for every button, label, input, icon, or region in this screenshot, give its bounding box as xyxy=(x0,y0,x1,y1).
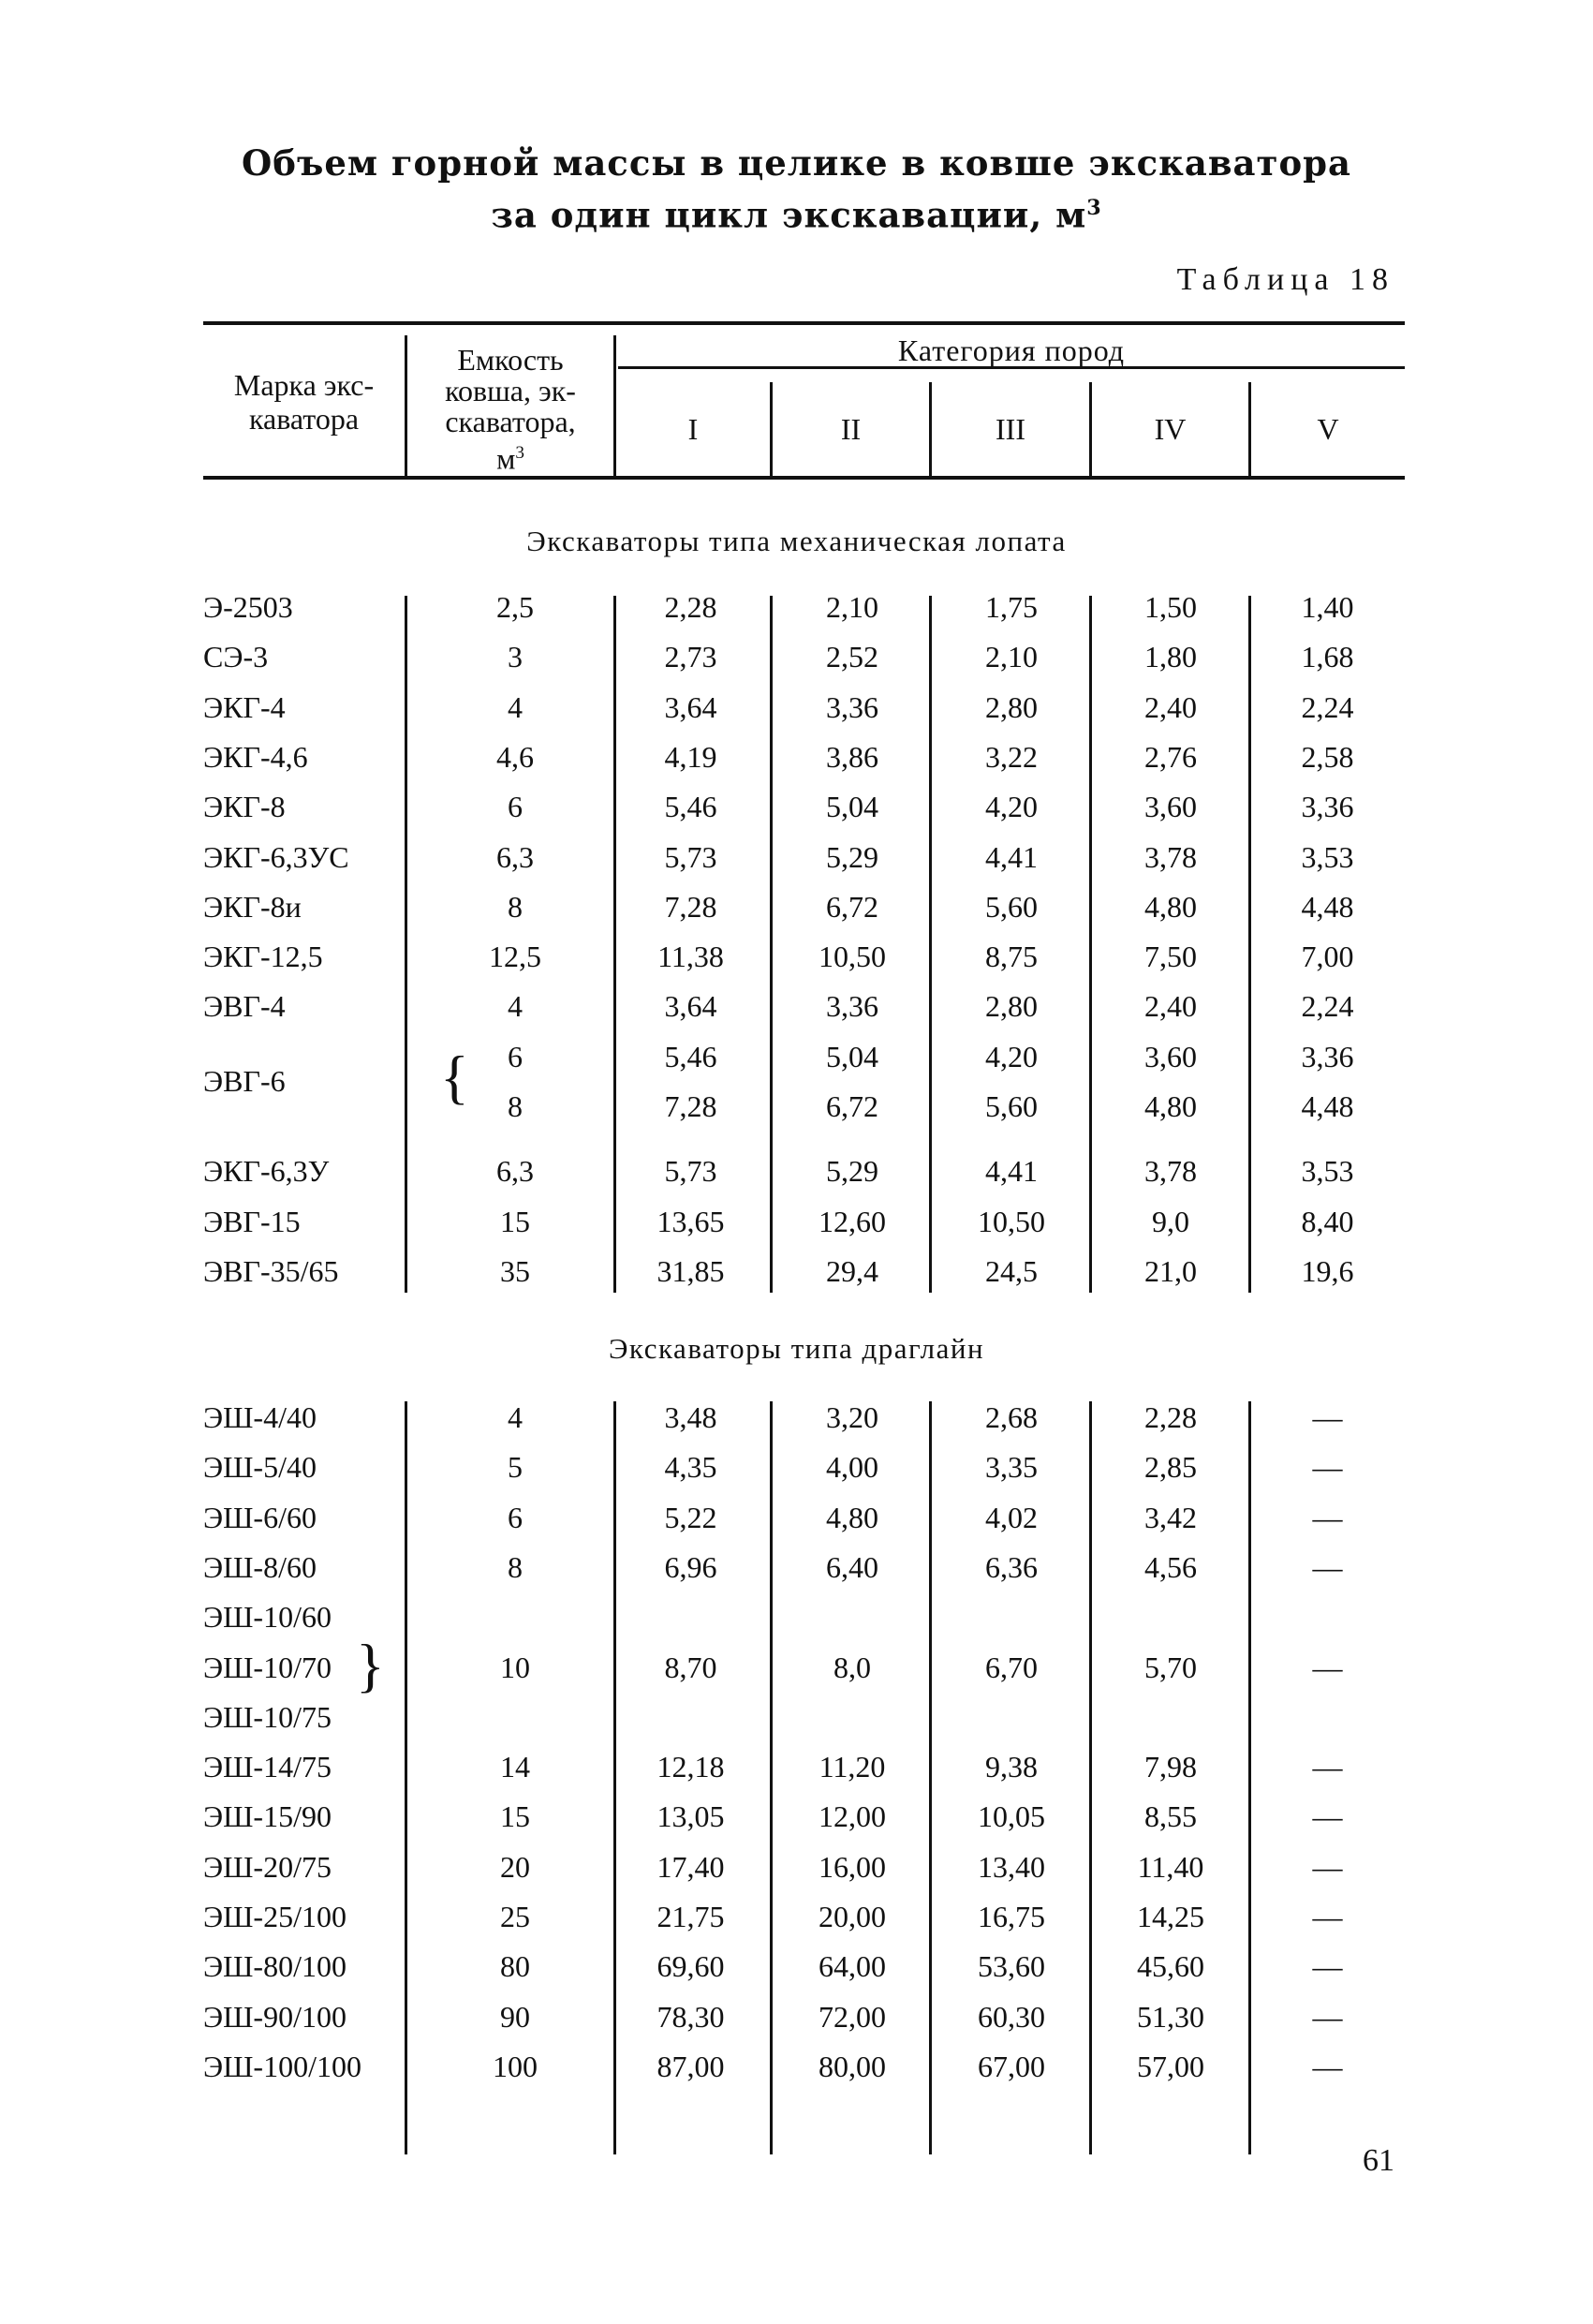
row-value-cat-4: 21,0 xyxy=(1144,1253,1197,1288)
header-category: Категория пород xyxy=(897,333,1126,367)
row-value-cat-1: 69,60 xyxy=(656,1949,725,1984)
row-value-cat-2: 6,72 xyxy=(826,1089,878,1123)
row-name: ЭКГ-6,3УС xyxy=(203,839,349,874)
row-value-cat-2: 6,72 xyxy=(826,889,878,924)
row-value-cat-1: 31,85 xyxy=(656,1253,725,1288)
row-value-cat-1: 2,28 xyxy=(664,590,717,624)
row-value-cat-1: 4,19 xyxy=(664,739,717,774)
row-value-cat-2: 6,40 xyxy=(826,1549,878,1584)
row-value-cat-1: 78,30 xyxy=(656,1999,725,2034)
row-value-cat-1: 13,05 xyxy=(656,1799,725,1834)
row-value-cat-2: 10,50 xyxy=(819,940,886,974)
row-name: ЭКГ-8 xyxy=(203,790,286,824)
row-value-cat-4: 14,25 xyxy=(1137,1900,1204,1933)
row-value-cat-3: 8,75 xyxy=(985,940,1038,974)
row-value-cat-5: — xyxy=(1312,1949,1343,1984)
row-capacity: 8 xyxy=(508,1089,523,1123)
row-value-cat-3: 67,00 xyxy=(978,2049,1045,2083)
row-value-cat-2: 3,36 xyxy=(826,989,878,1024)
row-name: ЭКГ-8и xyxy=(203,889,302,924)
row-capacity: 14 xyxy=(500,1750,530,1784)
header-capacity-unit: м xyxy=(496,441,516,476)
row-value-cat-3: 4,41 xyxy=(985,1154,1038,1189)
row-name-esh10: ЭШ-10/70 xyxy=(203,1650,332,1684)
row-value-cat-3: 1,75 xyxy=(985,590,1038,624)
row-name: ЭШ-100/100 xyxy=(203,2049,361,2083)
header-vline-capacity xyxy=(613,335,616,476)
row-value-cat-5: — xyxy=(1312,1849,1343,1884)
row-value-cat-3: 2,80 xyxy=(985,989,1038,1024)
row-value-cat-2: 80,00 xyxy=(819,2049,886,2083)
row-value-cat-3: 2,10 xyxy=(985,640,1038,674)
row-value-cat-3: 60,30 xyxy=(978,1999,1045,2034)
row-value-cat-3: 2,68 xyxy=(985,1400,1038,1434)
row-capacity: 4 xyxy=(508,989,523,1024)
row-value-cat-5: — xyxy=(1312,1900,1343,1933)
row-value-cat-2: 5,29 xyxy=(826,839,878,874)
row-value-cat-3: 4,41 xyxy=(985,839,1038,874)
row-value-cat-2: 4,00 xyxy=(826,1450,878,1485)
row-value-cat-4: 2,85 xyxy=(1144,1450,1197,1485)
row-value-cat-4: 7,98 xyxy=(1144,1750,1197,1784)
title-line-2-text: за один цикл экскавации, м xyxy=(491,194,1087,236)
page-number: 61 xyxy=(1363,2143,1394,2178)
brace-left-icon: { xyxy=(440,1043,469,1110)
row-value-cat-3: 3,35 xyxy=(985,1450,1038,1485)
row-capacity: 12,5 xyxy=(489,940,541,974)
row-value-cat-5: 2,24 xyxy=(1301,989,1354,1024)
row-value-cat-1: 5,73 xyxy=(664,1154,717,1189)
row-value-cat-3: 10,50 xyxy=(978,1204,1045,1238)
row-name: ЭШ-20/75 xyxy=(203,1849,332,1884)
table-label: Таблица 18 xyxy=(1176,262,1394,297)
row-value-cat-2: 8,0 xyxy=(833,1650,871,1684)
row-value-cat-1: 3,64 xyxy=(664,689,717,724)
header-capacity xyxy=(407,345,613,475)
row-value-cat-4: 3,60 xyxy=(1144,1039,1197,1073)
row-value-cat-4: 5,70 xyxy=(1144,1650,1197,1684)
row-value-cat-1: 5,46 xyxy=(664,790,717,824)
row-name: ЭКГ-4 xyxy=(203,689,286,724)
page-title xyxy=(0,141,1593,237)
row-name: ЭКГ-4,6 xyxy=(203,739,308,774)
row-value-cat-4: 51,30 xyxy=(1137,1999,1204,2034)
row-capacity: 4 xyxy=(508,689,523,724)
row-name: ЭШ-80/100 xyxy=(203,1949,347,1984)
row-name: ЭШ-6/60 xyxy=(203,1500,317,1534)
row-name-esh10: ЭШ-10/75 xyxy=(203,1699,332,1734)
row-value-cat-1: 7,28 xyxy=(664,889,717,924)
header-cat-5: V xyxy=(1317,412,1339,446)
row-name: ЭШ-15/90 xyxy=(203,1799,332,1834)
row-name: СЭ-3 xyxy=(203,640,269,674)
row-name: ЭКГ-6,3У xyxy=(203,1154,330,1189)
header-bottom-rule xyxy=(203,476,1405,480)
header-capacity-line-3: скаватора, xyxy=(445,405,576,438)
row-capacity: 8 xyxy=(508,889,523,924)
row-name: ЭШ-5/40 xyxy=(203,1450,317,1485)
row-capacity: 6 xyxy=(508,1500,523,1534)
row-value-cat-1: 87,00 xyxy=(656,2049,725,2083)
row-value-cat-5: — xyxy=(1312,1549,1343,1584)
row-value-cat-5: — xyxy=(1312,1450,1343,1485)
row-value-cat-4: 4,56 xyxy=(1144,1549,1197,1584)
row-capacity: 20 xyxy=(500,1849,530,1884)
row-value-cat-1: 12,18 xyxy=(656,1750,725,1784)
row-capacity: 3 xyxy=(508,640,523,674)
row-value-cat-4: 1,80 xyxy=(1144,640,1197,674)
row-value-cat-5: 7,00 xyxy=(1301,940,1354,974)
row-capacity: 6 xyxy=(508,790,523,824)
row-value-cat-1: 6,96 xyxy=(664,1549,717,1584)
row-value-cat-2: 3,36 xyxy=(826,689,878,724)
section-draglines-title: Экскаваторы типа драглайн xyxy=(608,1332,985,1365)
row-capacity: 6,3 xyxy=(496,1154,534,1189)
row-value-cat-5: 1,40 xyxy=(1301,590,1354,624)
row-value-cat-3: 9,38 xyxy=(985,1750,1038,1784)
row-value-cat-2: 29,4 xyxy=(826,1253,878,1288)
row-name: ЭВГ-15 xyxy=(203,1204,301,1238)
row-value-cat-2: 72,00 xyxy=(819,1999,886,2034)
row-value-cat-1: 4,35 xyxy=(664,1450,717,1485)
brace-right-icon: } xyxy=(356,1632,385,1699)
row-value-cat-5: 19,6 xyxy=(1301,1253,1354,1288)
section-shovels-title: Экскаваторы типа механическая лопата xyxy=(526,525,1067,557)
row-value-cat-2: 3,20 xyxy=(826,1400,878,1434)
row-value-cat-1: 17,40 xyxy=(656,1849,725,1884)
row-capacity: 2,5 xyxy=(496,590,534,624)
row-name-esh10: ЭШ-10/60 xyxy=(203,1600,332,1635)
row-value-cat-3: 6,36 xyxy=(985,1549,1038,1584)
row-capacity: 6,3 xyxy=(496,839,534,874)
row-capacity: 4 xyxy=(508,1400,523,1434)
row-value-cat-2: 5,04 xyxy=(826,1039,878,1073)
row-value-cat-4: 3,78 xyxy=(1144,839,1197,874)
row-value-cat-5: 2,58 xyxy=(1301,739,1354,774)
row-value-cat-2: 2,10 xyxy=(826,590,878,624)
row-name: ЭШ-8/60 xyxy=(203,1549,317,1584)
header-mark-line-1: Марка экс- xyxy=(233,368,375,402)
row-capacity: 25 xyxy=(500,1900,530,1933)
row-value-cat-3: 5,60 xyxy=(985,889,1038,924)
row-value-cat-5: 1,68 xyxy=(1301,640,1354,674)
row-value-cat-4: 2,40 xyxy=(1144,989,1197,1024)
row-name: Э-2503 xyxy=(203,590,293,624)
row-value-cat-5: 3,36 xyxy=(1301,790,1354,824)
row-value-cat-2: 5,04 xyxy=(826,790,878,824)
row-value-cat-2: 3,86 xyxy=(826,739,878,774)
row-capacity: 100 xyxy=(493,2049,538,2083)
header-cat-1: I xyxy=(687,412,699,446)
row-value-cat-4: 4,80 xyxy=(1144,889,1197,924)
row-value-cat-3: 53,60 xyxy=(978,1949,1045,1984)
row-value-cat-2: 12,60 xyxy=(819,1204,886,1238)
row-value-cat-5: — xyxy=(1312,2049,1343,2083)
row-value-cat-1: 8,70 xyxy=(664,1650,717,1684)
row-value-cat-2: 11,20 xyxy=(819,1750,886,1784)
row-name: ЭШ-4/40 xyxy=(203,1400,317,1434)
row-value-cat-3: 24,5 xyxy=(985,1253,1038,1288)
row-value-cat-5: 2,24 xyxy=(1301,689,1354,724)
title-superscript: 3 xyxy=(1086,196,1102,220)
row-name: ЭШ-25/100 xyxy=(203,1900,347,1933)
header-capacity-line-1: Емкость xyxy=(457,343,564,377)
header-cat-3: III xyxy=(996,412,1025,446)
row-value-cat-3: 4,20 xyxy=(985,790,1038,824)
row-value-cat-2: 2,52 xyxy=(826,640,878,674)
row-value-cat-5: 4,48 xyxy=(1301,889,1354,924)
row-value-cat-3: 4,20 xyxy=(985,1039,1038,1073)
row-value-cat-3: 10,05 xyxy=(978,1799,1045,1834)
row-capacity: 10 xyxy=(500,1650,530,1684)
row-value-cat-1: 5,22 xyxy=(664,1500,717,1534)
header-cat-4: IV xyxy=(1154,412,1187,446)
row-value-cat-2: 4,80 xyxy=(826,1500,878,1534)
row-capacity: 15 xyxy=(500,1204,530,1238)
row-name: ЭШ-14/75 xyxy=(203,1750,332,1784)
header-capacity-sup: 3 xyxy=(515,443,524,463)
row-value-cat-3: 2,80 xyxy=(985,689,1038,724)
row-value-cat-1: 21,75 xyxy=(656,1900,725,1933)
row-value-cat-1: 5,73 xyxy=(664,839,717,874)
row-capacity: 35 xyxy=(500,1253,530,1288)
row-capacity: 4,6 xyxy=(496,739,534,774)
row-value-cat-5: 4,48 xyxy=(1301,1089,1354,1123)
header-mark-line-2: каватора xyxy=(248,402,360,436)
row-name: ЭКГ-12,5 xyxy=(203,940,323,974)
row-value-cat-5: — xyxy=(1312,1400,1343,1434)
row-value-cat-3: 6,70 xyxy=(985,1650,1038,1684)
row-value-cat-5: 3,36 xyxy=(1301,1039,1354,1073)
row-value-cat-2: 16,00 xyxy=(819,1849,886,1884)
row-value-cat-4: 3,42 xyxy=(1144,1500,1197,1534)
row-value-cat-4: 57,00 xyxy=(1137,2049,1204,2083)
row-value-cat-1: 13,65 xyxy=(656,1204,725,1238)
row-value-cat-1: 3,48 xyxy=(664,1400,717,1434)
row-value-cat-3: 5,60 xyxy=(985,1089,1038,1123)
row-value-cat-5: — xyxy=(1312,1650,1343,1684)
row-value-cat-5: — xyxy=(1312,1500,1343,1534)
header-cat-2: II xyxy=(840,412,862,446)
row-value-cat-4: 7,50 xyxy=(1144,940,1197,974)
row-capacity: 8 xyxy=(508,1549,523,1584)
row-value-cat-1: 7,28 xyxy=(664,1089,717,1123)
row-value-cat-4: 11,40 xyxy=(1137,1849,1204,1884)
row-name: ЭШ-90/100 xyxy=(203,1999,347,2034)
row-capacity: 6 xyxy=(508,1039,523,1073)
row-capacity: 90 xyxy=(500,1999,530,2034)
row-value-cat-5: — xyxy=(1312,1799,1343,1834)
row-value-cat-3: 4,02 xyxy=(985,1500,1038,1534)
title-line-2 xyxy=(0,185,1593,237)
row-value-cat-5: 3,53 xyxy=(1301,1154,1354,1189)
row-value-cat-4: 45,60 xyxy=(1137,1949,1204,1984)
row-value-cat-5: 3,53 xyxy=(1301,839,1354,874)
row-name: ЭВГ-4 xyxy=(203,989,286,1024)
row-name-evg6: ЭВГ-6 xyxy=(203,1063,286,1098)
row-value-cat-4: 3,78 xyxy=(1144,1154,1197,1189)
row-capacity: 5 xyxy=(508,1450,523,1485)
row-value-cat-3: 13,40 xyxy=(978,1849,1045,1884)
row-value-cat-4: 2,28 xyxy=(1144,1400,1197,1434)
row-value-cat-1: 2,73 xyxy=(664,640,717,674)
row-value-cat-4: 9,0 xyxy=(1152,1204,1189,1238)
row-value-cat-3: 3,22 xyxy=(985,739,1038,774)
header-capacity-line-4 xyxy=(407,437,613,475)
row-capacity: 80 xyxy=(500,1949,530,1984)
row-capacity: 15 xyxy=(500,1799,530,1834)
row-value-cat-2: 5,29 xyxy=(826,1154,878,1189)
row-value-cat-4: 8,55 xyxy=(1144,1799,1197,1834)
title-line-1: Объем горной массы в целике в ковше экскаватора xyxy=(242,142,1351,184)
row-value-cat-5: — xyxy=(1312,1750,1343,1784)
row-value-cat-2: 64,00 xyxy=(819,1949,886,1984)
row-value-cat-1: 5,46 xyxy=(664,1039,717,1073)
row-value-cat-3: 16,75 xyxy=(978,1900,1045,1933)
row-value-cat-5: — xyxy=(1312,1999,1343,2034)
row-value-cat-5: 8,40 xyxy=(1301,1204,1354,1238)
table-top-rule xyxy=(203,321,1405,325)
header-mark xyxy=(203,368,405,436)
row-value-cat-4: 4,80 xyxy=(1144,1089,1197,1123)
row-value-cat-1: 11,38 xyxy=(657,940,724,974)
row-name: ЭВГ-35/65 xyxy=(203,1253,339,1288)
row-value-cat-1: 3,64 xyxy=(664,989,717,1024)
row-value-cat-4: 3,60 xyxy=(1144,790,1197,824)
header-capacity-line-2: ковша, эк- xyxy=(445,374,576,407)
row-value-cat-4: 2,40 xyxy=(1144,689,1197,724)
row-value-cat-4: 1,50 xyxy=(1144,590,1197,624)
row-value-cat-2: 20,00 xyxy=(819,1900,886,1933)
row-value-cat-2: 12,00 xyxy=(819,1799,886,1834)
row-value-cat-4: 2,76 xyxy=(1144,739,1197,774)
